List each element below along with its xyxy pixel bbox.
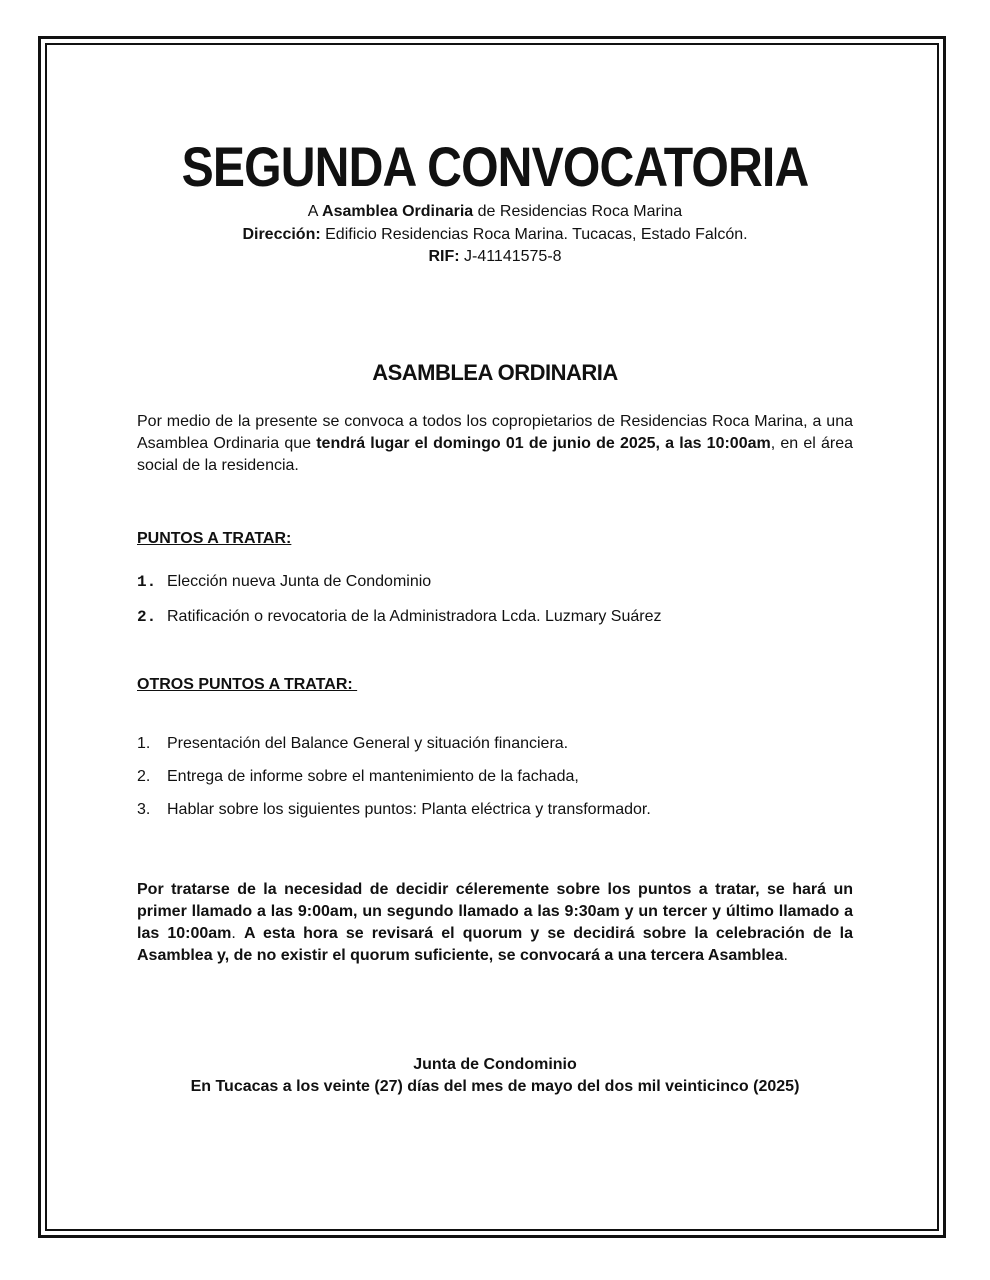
assembly-line-prefix: A [307,203,323,220]
notice-end: . [783,947,788,964]
list-number: 1. [137,573,157,591]
assembly-line-suffix: de Residencias Roca Marina [473,203,683,220]
list-text: Ratificación o revocatoria de la Administradora Lcda. Luzmary Suárez [167,608,662,625]
otros-item [137,801,651,819]
list-text: Entrega de informe sobre el mantenimiento de la fachada, [167,768,579,785]
notice-part-2: A esta hora se revisará el quorum y se decidirá sobre la celebración de la Asamblea y, de no existir el quorum suficiente, se convocará a una tercera Asamblea [137,925,853,964]
list-text: Elección nueva Junta de Condominio [167,573,432,590]
otros-item [137,735,568,753]
notice-paragraph [137,879,853,967]
puntos-item [137,573,431,591]
page-border-inner [45,43,939,1231]
puntos-heading: PUNTOS A TRATAR: [137,530,292,547]
document-title: SEGUNDA CONVOCATORIA [181,135,809,198]
list-text: Hablar sobre los siguientes puntos: Planta eléctrica y transformador. [167,801,651,818]
puntos-item [137,608,661,626]
rif-line [0,248,990,266]
intro-paragraph [137,411,853,477]
rif-value: J-41141575-8 [459,248,562,265]
address-label: Dirección: [242,226,321,243]
notice-separator: . [231,925,244,942]
rif-label: RIF: [428,248,460,265]
list-text: Presentación del Balance General y situación financiera. [167,735,569,752]
intro-text-end: , en el área social de la residencia. [137,435,854,474]
otros-item [137,768,579,786]
section-title: ASAMBLEA ORDINARIA [372,360,618,385]
list-number: 2. [137,608,157,626]
footer-organization: Junta de Condominio [413,1056,577,1073]
assembly-line [0,203,990,221]
intro-date-time: tendrá lugar el domingo 01 de junio de 2025, a las 10:00am [316,435,771,452]
list-number: 3. [137,801,151,818]
footer-date-line: En Tucacas a los veinte (27) días del mes de mayo del dos mil veinticinco (2025) [190,1078,800,1095]
list-number: 2. [137,768,151,785]
intro-text-start: Por medio de la presente se convoca a todos los copropietarios de Residencias Roca Marina, a una Asamblea Ordinaria que [137,413,853,452]
list-number: 1. [137,735,151,752]
otros-heading-text: OTROS PUNTOS A TRATAR: [137,676,358,693]
address-value: Edificio Residencias Roca Marina. Tucacas, Estado Falcón. [320,226,748,243]
assembly-type: Asamblea Ordinaria [322,203,474,220]
notice-part-1: Por tratarse de la necesidad de decidir céleremente sobre los puntos a tratar, se hará un primer llamado a las 9:00am, un segundo llamado a las 9:30am y un tercer y último llamado a las 10:00am [137,881,853,942]
address-line [0,226,990,244]
otros-heading [137,676,357,694]
